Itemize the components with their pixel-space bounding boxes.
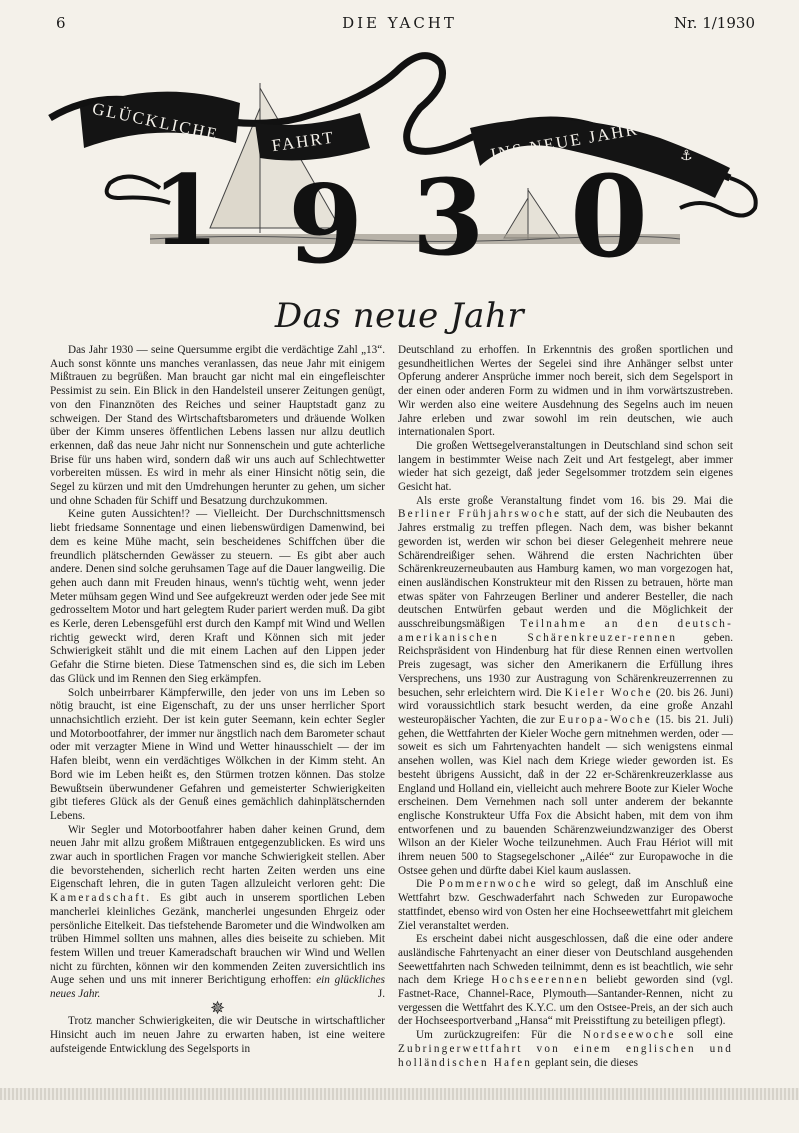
paragraph: Keine guten Aussichten!? — Vielleicht. Der Durchschnittsmensch liebt friedsame Sonnentage und einen liebenswürdigen Damenwind, bei dem es keine Mühe macht, sein bescheidenes Schiffchen über die freundlich plätschernden Gewässer zu steuern. — Es gibt aber auch andere. Denen sind solche geruhsamen Tage auf die Dauer langweilig. Die gehen auch dann mit Freuden hinaus, wenn's tüchtig weht, wenn jeder Meter mühsam gegen Wind und See aufgekreuzt werden oder jede See mit gedrosseltem Motor und hart gelegtem Ruder pariert werden muß. Da gibt es Kerle, deren Lebensgefühl erst durch den Kampf mit Wind und Wellen richtig geweckt wird, deren Kraft und Können sich mit jeder Schwierigkeit stählt und die mit einem Lachen auf den Lippen jeder Gefahr die Stirne bieten. Diese Tatmenschen sind es, die sich im Leben das Glück und im Rennen den Sieg erkämpfen. <box>50 508 385 685</box>
page-header <box>0 14 799 38</box>
article-column-left <box>50 344 385 1057</box>
page-bottom-edge <box>0 1088 799 1100</box>
anchor-icon: ⚓ <box>680 148 693 164</box>
article-title: Das neue Jahr <box>274 296 525 336</box>
article-column-right <box>398 344 733 1070</box>
ribbon-text-gluckliche: GLÜCKLICHE <box>90 98 221 145</box>
separator-star-icon: ✵ <box>209 997 226 1018</box>
paragraph: Die großen Wettsegelveranstaltungen in Deutschland sind schon seit langem in bestimmter Weise nach Zeit und Art festgelegt, aber immer wieder hat sich gezeigt, daß jeder Segelsommer trotzdem sein eigenes Gesicht hat. <box>398 439 733 494</box>
italic-emphasis: ein glückliches neues Jahr. <box>50 974 385 1001</box>
sailboat-icon <box>504 188 560 240</box>
year-digit-0: 0 <box>570 152 648 270</box>
new-year-banner-illustration <box>40 48 780 270</box>
paragraph: Wir Segler und Motorbootfahrer haben daher keinen Grund, dem neuen Jahr mit allzu großem Mißtrauen entgegenzublicken. Es wird uns zwar auch in sportlichen Fragen vor manche Schwierigkeit stellen. Aber die bevorstehenden, sicherlich recht harten Zeiten werden uns eine Eigenschaft lehren, die in guten Tagen allzuleicht verloren geht: Die Kameradschaft. Es gibt auch in unserem sportlichen Leben mancherlei kleinliches Gezänk, mancherlei ungesunden Ehrgeiz oder persönliche Eitelkeit. Das tiefstehende Barometer und die Windwolken am trüben Himmel sollten uns mahnen, alles dies beiseite zu schieben. Mit festem Willen und treuer Kameradschaft brauchen wir Wind und Wellen nicht zu fürchten, können wir den kommenden Zeiten zuversichtlich ins Auge sehen und uns mit innerer Berichtigung erhoffen: ein glückliches neues Jahr. <box>50 823 385 1001</box>
issue-number: Nr. 1/1930 <box>674 14 755 32</box>
page-number: 6 <box>56 14 66 32</box>
paragraph: Trotz mancher Schwierigkeiten, die wir Deutsche in wirtschaftlicher Hinsicht auch im neuen Jahre zu erwarten haben, ist eine weitere aufsteigende Entwicklung des Segelsports in <box>50 1015 385 1055</box>
paragraph: Es erscheint dabei nicht ausgeschlossen, daß die eine oder andere ausländische Fahrtenyacht an einer dieser von Deutschland ausgehenden Seewettfahrten nach Schweden teilnimmt, denn es ist beachtlich, wie sehr nach dem Kriege Hochseerennen beliebt geworden sind (vgl. Fastnet-Race, Channel-Race, Plymouth—Santander-Rennen, nicht zu vergessen die Wettfahrt des K.Y.C. um den Ostsee-Preis, an der sich auch der Hochseesportverband „Hansa“ mit Preisstiftung zu beteiligen pflegt). <box>398 933 733 1028</box>
year-digit-9: 9 <box>288 162 364 270</box>
magazine-title: DIE YACHT <box>342 14 457 32</box>
paragraph: Solch unbeirrbarer Kämpferwille, den jeder von uns im Leben so nötig braucht, ist eine Eigenschaft, zu der uns unser herrlicher Sport unnachsichtlich erzieht. Der ist kein guter Seemann, kein echter Segler und Motorbootfahrer, der immer nur ängstlich nach dem Barometer schaut oder mit verzagter Miene in Wind und Wetter hinausschielt — der im Hafen bleibt, wenn ein verdächtiges Wölkchen in der Kimm steht. An Bord wie im Leben heißt es, den Stürmen trotzen können. Das stolze Bewußtsein überwundener Gefahren und gemeisterter Schwierigkeiten gibt tieferes Glück als der Genuß eines gemächlich dahinplätschernden Lebens. <box>50 686 385 822</box>
spaced-emphasis: Kameradschaft. <box>50 892 152 905</box>
year-digit-3: 3 <box>412 156 485 270</box>
author-signature: J. <box>377 988 385 1001</box>
paragraph: Als erste große Veranstaltung findet vom 16. bis 29. Mai die Berliner Frühjahrswoche statt, auf der sich die Neubauten des Jahres erstmalig zu treffen pflegen. Nach dem, was bisher bekannt geworden ist, werden wir schon bei dieser Gelegenheit mehrere neue Schärendreißiger sehen. Während die ersten Nachrichten über Schärenkreuzerneubauten aus Hamburg kamen, wo man vorgezogen hat, einen ausländischen Konstrukteur mit den Rissen zu betrauen, hörte man etwas später von Fahrzeugen Berliner und anderer Besteller, die nach deutschen Entwürfen gebaut werden und die Möglichkeit der ausschreibungsmäßigen Teilnahme an den deutsch-amerikanischen Schärenkreuzer-rennen geben. Reichspräsident von Hindenburg hat für diese Rennen einen wertvollen Preis zugesagt, was sicher den Amerikanern die Erfüllung ihres Versprechens, uns 1930 zur Austragung von Schärenkreuzerrennen zu besuchen, sehr erleichtern wird. Die Kieler Woche (20. bis 26. Juni) wird voraussichtlich stark besucht werden, da eine große Anzahl westeuropäischer Yachten, die zur Europa-Woche (15. bis 21. Juli) gehen, die Wettfahrten der Kieler Woche gern mitnehmen werden, oder — soweit es sich um Fahrtenyachten handelt — sich wenigstens einmal ansehen wollen, was Kiel nach dem Kriege wieder geworden ist. Es besteht übrigens Aussicht, daß in der 22 er-Schärenkreuzerklasse aus England und Holland ein, vielleicht auch mehrere Boote zur Kieler Woche erscheinen. Dem Vernehmen nach soll unter anderem der bekannte englische Konstrukteur Uffa Fox die Absicht haben, mit dem von ihm entworfenen und zu bauenden Schärenzweiundzwanziger des Oberst Wilson an der Kieler Woche teilzunehmen. Auch Frau Hériot will mit ihrem neuen 500 to Stagsegelschoner „Ailée“ zur Europawoche in die Ostsee gehen und dürfte dabei Kiel kaum auslassen. <box>398 494 734 877</box>
paragraph: Um zurückzugreifen: Für die Nordseewoche soll eine Zubringerwettfahrt von einem englischen und holländischen Hafen geplant sein, die dieses <box>398 1029 734 1069</box>
ribbon-text-fahrt: FAHRT <box>270 127 337 156</box>
paragraph: Deutschland zu erhoffen. In Erkenntnis des großen sportlichen und gesundheitlichen Wertes der Segelei sind ihre Anhänger selbst unter Opferung anderer Ansprüche immer noch bereit, sich dem Segelsport in der einen oder anderen Form zu widmen und in ihm vorwärtszustreben. Wir werden also eine weitere Ausdehnung des Segelns auch im neuen Jahre erleben und zwar sowohl im rein deutschen, wie auch internationalen Sport. <box>398 344 733 439</box>
paragraph: Die Pommernwoche wird so gelegt, daß im Anschluß eine Wettfahrt bzw. Geschwaderfahrt nach Schweden zur Europawoche stattfindet, ebenso wird von Osten her eine Hochseewettfahrt mit gleichem Ziel veranstaltet werden. <box>398 878 734 932</box>
ribbon-text-ins-neue-jahr: INS NEUE JAHR <box>489 119 640 165</box>
year-digit-1: 1 <box>152 154 219 267</box>
paragraph: Das Jahr 1930 — seine Quersumme ergibt die verdächtige Zahl „13“. Auch sonst könnte uns manches veranlassen, das neue Jahr mit einigem Mißtrauen zu begrüßen. Man braucht gar nicht mal ein eingefleischter Pessimist zu sein. Ein Blick in den Handelsteil unserer Zeitungen genügt, von den Finanznöten des Reiches und seiner Hauptstadt ganz zu schweigen. Der Stand des Wirtschaftsbarometers und dräuende Wolken über der Kimm unseres öffentlichen Lebens lassen nur allzu deutlich erkennen, daß das neue Jahr nicht nur Sonnenschein und gute achterliche Brise für uns haben wird, sondern daß wir uns auch auf Schlechtwetter vorbereiten müssen. Es wird in mehr als einer Hinsicht nötig sein, die Segel zu kürzen und mit den Umdrehungen herunter zu gehen, um sicher und ohne Schaden für Schiff und Besatzung durchzukommen. <box>50 344 385 507</box>
